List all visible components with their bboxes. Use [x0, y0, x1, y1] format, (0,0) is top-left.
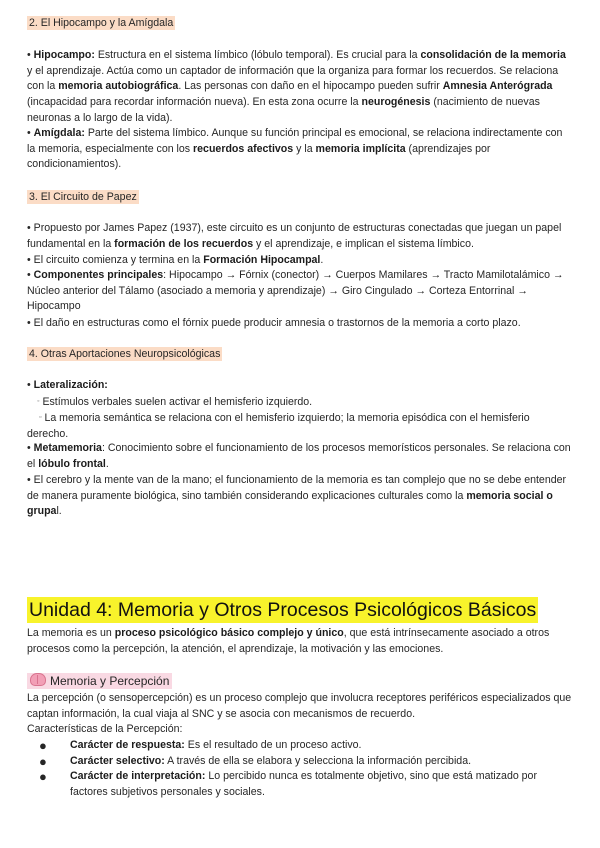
- section-4-heading: 4. Otras Aportaciones Neuropsicológicas: [29, 348, 221, 360]
- characteristics-list: [27, 738, 573, 801]
- section-2-heading: 2. El Hipocampo y la Amígdala: [29, 17, 174, 29]
- unit-title: Unidad 4: Memoria y Otros Procesos Psicológicos Básicos: [29, 599, 537, 621]
- list-item: ● Carácter de interpretación: Lo percibido nunca es totalmente objetivo, sino que está matizado por factores subjetivos personales y sociales.: [39, 769, 537, 799]
- components-paragraph: • Componentes principales: Hipocampo → Fórnix (conector) → Cuerpos Mamilares → Tracto Mamilotalámico → Núcleo anterior del Tálamo (asociado a memoria y aprendizaje) → Giro Cingulado → Corteza Entorrinal → Hipocampo: [27, 269, 564, 313]
- list-item: ● Carácter de respuesta: Es el resultado de un proceso activo.: [39, 738, 362, 753]
- metamemoria-paragraph: • Metamemoria: Conocimiento sobre el funcionamiento de los procesos memorísticos personales. Se relaciona con el lóbulo frontal.: [27, 442, 571, 470]
- lateralizacion-sub-1: ◦ Estímulos verbales suelen activar el hemisferio izquierdo.: [37, 396, 313, 408]
- hipocampo-paragraph: • Hipocampo: Estructura en el sistema límbico (lóbulo temporal). Es crucial para la consolidación de la memoria y el aprendizaje. Actúa como un captador de información que la organiza para formar los recuerdos. Se relaciona con la memoria autobiográfica. Las personas con daño en el hipocampo pueden sufrir Amnesia Anterógrada (incapacidad para recordar información nueva). En esta zona ocurre la neurogénesis (nacimiento de nuevas neuronas a lo largo de la vida).: [27, 49, 566, 124]
- papez-paragraph: • Propuesto por James Papez (1937), este circuito es un conjunto de estructuras conectadas que juegan un papel fundamental en la formación de los recuerdos y el aprendizaje, e implican el sistema límbico.: [27, 222, 562, 250]
- list-item: ● Carácter selectivo: A través de ella se elabora y selecciona la información percibida.: [39, 753, 472, 769]
- lateralizacion-paragraph: • Lateralización:: [27, 379, 108, 391]
- section-3-heading: 3. El Circuito de Papez: [29, 191, 137, 203]
- amigdala-paragraph: • Amígdala: Parte del sistema límbico. Aunque su función principal es emocional, se relaciona indirectamente con la memoria, especialmente con los recuerdos afectivos y la memoria implícita (aprendizajes por condicionamientos).: [27, 127, 563, 171]
- characteristics-label: Características de la Percepción:: [27, 723, 183, 735]
- fornix-paragraph: • El daño en estructuras como el fórnix puede producir amnesia o trastornos de la memoria a corto plazo.: [27, 317, 521, 329]
- cerebro-mente-paragraph: • El cerebro y la mente van de la mano; el funcionamiento de la memoria es tan complejo que no se debe entender de manera puramente biológica, sino también considerando explicaciones culturales como la memoria social o grupal.: [27, 474, 567, 518]
- brain-icon: [30, 673, 46, 686]
- circuit-start-paragraph: • El circuito comienza y termina en la Formación Hipocampal.: [27, 254, 324, 266]
- lateralizacion-sub-2: ▫ La memoria semántica se relaciona con el hemisferio izquierdo; la memoria episódica con el hemisferio derecho.: [27, 412, 530, 440]
- perception-paragraph: La percepción (o sensopercepción) es un proceso complejo que involucra receptores periféricos especializados que captan información, la cual viaja al SNC y se asocia con mecanismos de recuerdo.: [27, 692, 572, 720]
- unit-intro-paragraph: La memoria es un proceso psicológico básico complejo y único, que está intrínsecamente asociado a otros procesos como la percepción, la atención, el aprendizaje, la motivación y las emociones.: [27, 627, 550, 655]
- perception-heading: Memoria y Percepción: [27, 673, 573, 691]
